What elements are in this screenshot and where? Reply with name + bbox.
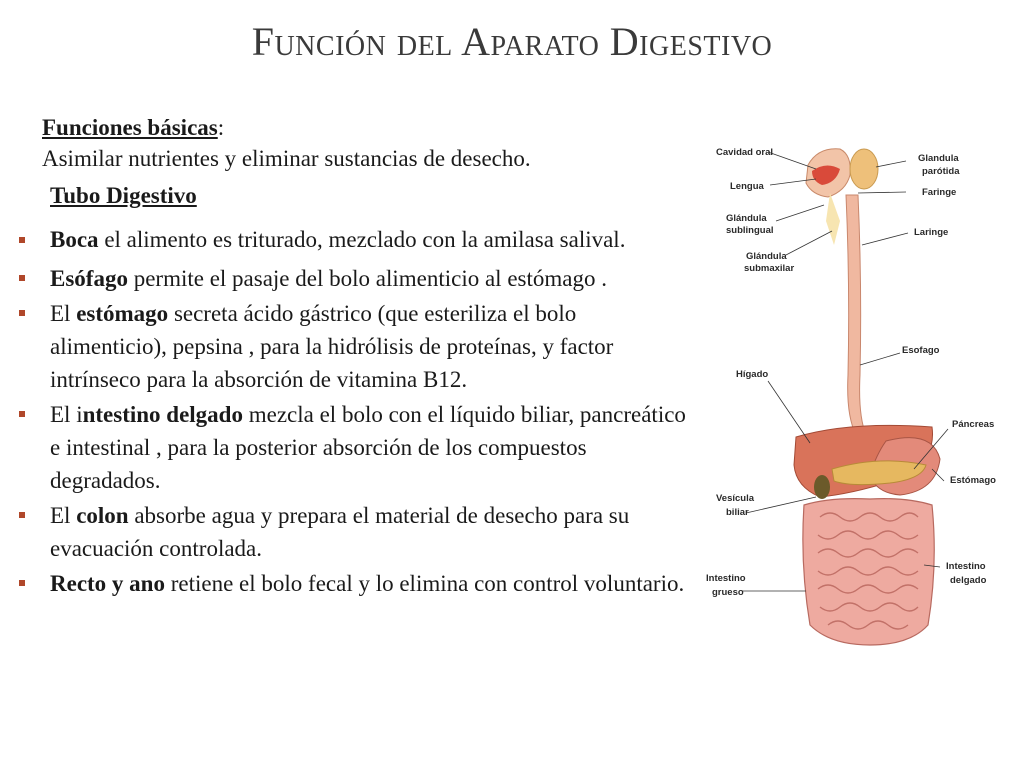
large-intestine-shape — [803, 499, 934, 645]
label-cavidad-oral: Cavidad oral — [716, 147, 774, 158]
label-glandula-submaxilar-1: Glándula — [746, 251, 787, 262]
label-glandula-submaxilar-2: submaxilar — [744, 263, 795, 274]
label-pancreas: Páncreas — [952, 419, 995, 430]
label-intestino-grueso-1: Intestino — [706, 573, 746, 584]
mouth-region — [806, 149, 878, 245]
digestive-system-diagram — [700, 125, 1020, 665]
intro-heading-suffix: : — [217, 115, 225, 140]
intro-block — [42, 112, 531, 174]
label-intestino-delgado-1: Intestino — [946, 561, 986, 572]
label-lengua: Lengua — [730, 181, 764, 192]
bullet-item-recto-ano — [16, 567, 696, 600]
gallbladder-shape — [814, 475, 830, 499]
label-intestino-delgado-2: delgado — [950, 575, 987, 586]
bullet-text: el alimento es triturado, mezclado con la amilasa salival. — [98, 227, 626, 252]
bullet-item-intestino-delgado — [16, 398, 696, 497]
slide-title: Función del Aparato Digestivo — [251, 19, 773, 64]
intro-heading-line — [42, 112, 531, 143]
bullet-bold: colon — [76, 503, 129, 528]
bullet-bold: Boca — [50, 227, 99, 252]
bullet-bold: estómago — [76, 301, 169, 326]
bullet-text: retiene el bolo fecal y lo elimina con control voluntario. — [164, 571, 685, 596]
bullet-text: secreta ácido gástrico (que esteriliza el bolo alimenticio), pepsina , para la hidrólisis de proteínas, y factor intrínseco para la absorción de vitamina B12. — [50, 301, 614, 392]
label-glandula-parotida-1: Glandula — [918, 153, 959, 164]
bullet-pre: El — [50, 301, 77, 326]
label-higado: Hígado — [736, 369, 769, 380]
label-esofago: Esofago — [902, 345, 940, 356]
bullet-text: absorbe agua y prepara el material de desecho para su evacuación controlada. — [50, 503, 630, 561]
bullet-item-esofago — [16, 262, 696, 295]
label-glandula-sublingual-2: sublingual — [726, 225, 774, 236]
label-intestino-grueso-2: grueso — [712, 587, 744, 598]
label-vesicula-2: biliar — [726, 507, 749, 518]
label-glandula-sublingual-1: Glándula — [726, 213, 767, 224]
bullet-bold: Recto y ano — [50, 571, 165, 596]
bullet-marker-icon — [19, 411, 25, 417]
bullet-bold: ntestino delgado — [82, 402, 243, 427]
label-glandula-parotida-2: parótida — [922, 166, 960, 177]
bullet-item-colon — [16, 499, 696, 565]
bullet-item-estomago — [16, 297, 696, 396]
bullet-marker-icon — [19, 512, 25, 518]
bullet-marker-icon — [19, 580, 25, 586]
label-faringe: Faringe — [922, 187, 957, 198]
intro-heading: Funciones básicas — [42, 115, 218, 140]
esophagus-shape — [846, 195, 866, 435]
label-vesicula-1: Vesícula — [716, 493, 755, 504]
label-laringe: Laringe — [914, 227, 949, 238]
bullet-bold: Esófago — [50, 266, 128, 291]
bullet-item-boca — [16, 220, 696, 260]
bullet-marker-icon — [19, 275, 25, 281]
bullet-pre: El i — [50, 402, 83, 427]
bullet-text: mezcla el bolo con el líquido biliar, pancreático e intestinal , para la posterior absorción de los compuestos degradados. — [50, 402, 686, 493]
label-estomago: Estómago — [950, 475, 996, 486]
bullet-pre: El — [50, 503, 77, 528]
bullet-marker-icon — [19, 237, 25, 243]
section-heading: Tubo Digestivo — [50, 183, 197, 208]
intro-text: Asimilar nutrientes y eliminar sustancias de desecho. — [42, 146, 531, 171]
bullet-marker-icon — [19, 310, 25, 316]
bullet-list — [16, 220, 696, 602]
bullet-text: permite el pasaje del bolo alimenticio al estómago . — [127, 266, 607, 291]
